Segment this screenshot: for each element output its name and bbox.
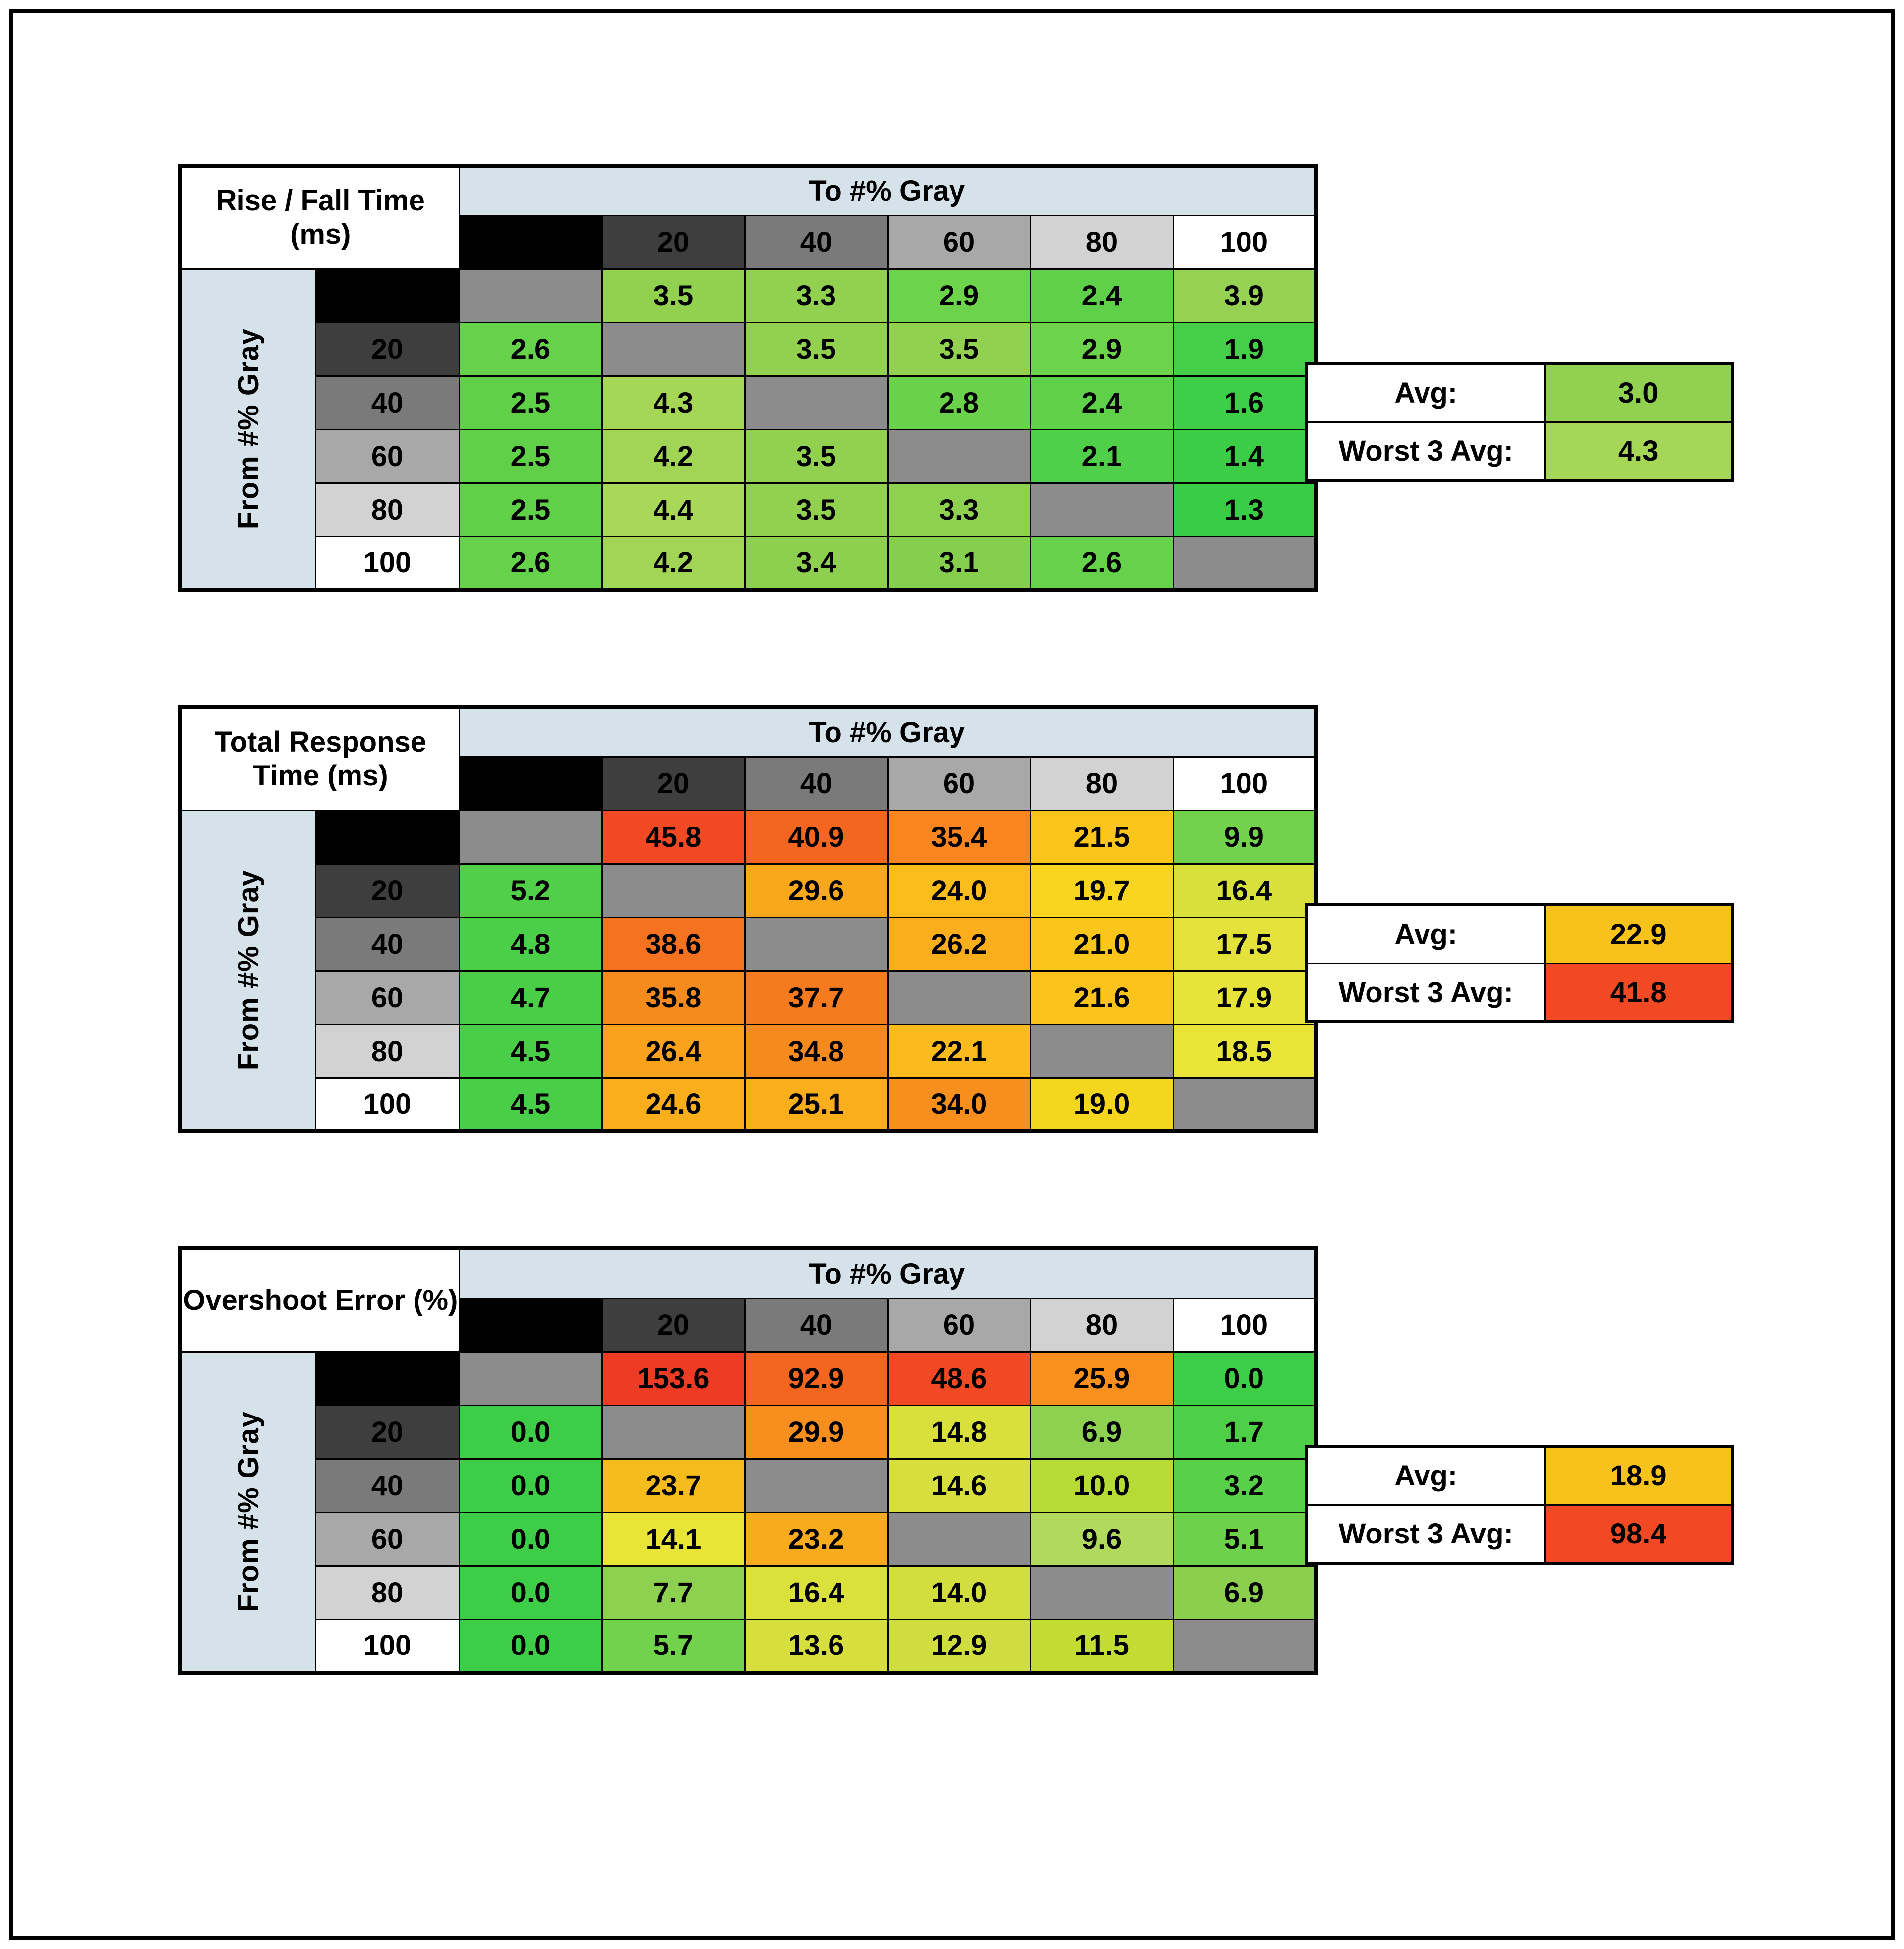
col-header-100: 100 bbox=[1173, 215, 1316, 269]
cell-60-40: 37.7 bbox=[745, 971, 888, 1024]
row-header-80: 80 bbox=[315, 1024, 459, 1078]
cell-100-40: 3.4 bbox=[745, 536, 888, 590]
cell-40-60: 14.6 bbox=[888, 1459, 1030, 1512]
heatmap-table-overshoot bbox=[178, 1246, 1318, 1675]
cell-20-100: 1.9 bbox=[1173, 322, 1316, 376]
summary-worst3-label: Worst 3 Avg: bbox=[1307, 1505, 1545, 1563]
cell-0-100: 0.0 bbox=[1173, 1352, 1316, 1405]
table-title: Rise / Fall Time (ms) bbox=[180, 166, 459, 269]
col-header-80: 80 bbox=[1030, 1298, 1173, 1352]
cell-80-80 bbox=[1030, 1024, 1173, 1078]
cell-0-20: 153.6 bbox=[602, 1352, 745, 1405]
table-row bbox=[180, 810, 1316, 864]
cell-0-0 bbox=[459, 1352, 602, 1405]
cell-40-60: 26.2 bbox=[888, 917, 1030, 971]
col-header-80: 80 bbox=[1030, 215, 1173, 269]
table-row bbox=[180, 1405, 1316, 1459]
cell-80-20: 7.7 bbox=[602, 1566, 745, 1619]
cell-60-20: 35.8 bbox=[602, 971, 745, 1024]
col-header-40: 40 bbox=[745, 215, 888, 269]
col-header-0: 0 bbox=[459, 757, 602, 810]
col-header-40: 40 bbox=[745, 757, 888, 810]
summary-avg-value: 22.9 bbox=[1545, 905, 1733, 963]
cell-0-40: 40.9 bbox=[745, 810, 888, 864]
cell-0-80: 21.5 bbox=[1030, 810, 1173, 864]
table-row bbox=[180, 971, 1316, 1024]
cell-80-40: 3.5 bbox=[745, 483, 888, 536]
cell-40-0: 0.0 bbox=[459, 1459, 602, 1512]
cell-100-60: 34.0 bbox=[888, 1078, 1030, 1131]
table-row bbox=[180, 322, 1316, 376]
row-header-0: 0 bbox=[315, 269, 459, 322]
table-row bbox=[180, 1459, 1316, 1512]
table-row bbox=[180, 1566, 1316, 1619]
heatmap-block-total-response bbox=[178, 705, 1765, 1133]
cell-0-60: 2.9 bbox=[888, 269, 1030, 322]
row-header-40: 40 bbox=[315, 376, 459, 429]
heatmap-tables-container bbox=[178, 164, 1765, 1675]
cell-0-80: 25.9 bbox=[1030, 1352, 1173, 1405]
cell-100-100 bbox=[1173, 536, 1316, 590]
cell-100-100 bbox=[1173, 1619, 1316, 1673]
table-row bbox=[180, 1078, 1316, 1131]
summary-row-avg bbox=[1307, 363, 1733, 422]
cell-60-0: 0.0 bbox=[459, 1512, 602, 1566]
row-header-100: 100 bbox=[315, 1619, 459, 1673]
cell-60-60 bbox=[888, 429, 1030, 483]
row-axis-title-label: From #% Gray bbox=[232, 1411, 265, 1612]
row-header-0: 0 bbox=[315, 810, 459, 864]
cell-20-0: 5.2 bbox=[459, 864, 602, 917]
cell-80-100: 18.5 bbox=[1173, 1024, 1316, 1078]
heatmap-block-rise-fall bbox=[178, 164, 1765, 592]
summary-avg-label: Avg: bbox=[1307, 1446, 1545, 1505]
table-title: Overshoot Error (%) bbox=[180, 1248, 459, 1352]
row-header-20: 20 bbox=[315, 1405, 459, 1459]
cell-20-20 bbox=[602, 864, 745, 917]
summary-avg-label: Avg: bbox=[1307, 363, 1545, 422]
cell-40-20: 38.6 bbox=[602, 917, 745, 971]
cell-60-40: 3.5 bbox=[745, 429, 888, 483]
table-row bbox=[180, 917, 1316, 971]
summary-row-worst3 bbox=[1307, 963, 1733, 1022]
cell-20-60: 24.0 bbox=[888, 864, 1030, 917]
row-header-20: 20 bbox=[315, 864, 459, 917]
cell-100-0: 0.0 bbox=[459, 1619, 602, 1673]
cell-100-40: 25.1 bbox=[745, 1078, 888, 1131]
cell-40-20: 4.3 bbox=[602, 376, 745, 429]
cell-80-0: 0.0 bbox=[459, 1566, 602, 1619]
table-row bbox=[180, 269, 1316, 322]
summary-worst3-value: 41.8 bbox=[1545, 963, 1733, 1022]
cell-80-0: 4.5 bbox=[459, 1024, 602, 1078]
row-header-0: 0 bbox=[315, 1352, 459, 1405]
col-header-60: 60 bbox=[888, 1298, 1030, 1352]
cell-0-60: 35.4 bbox=[888, 810, 1030, 864]
cell-40-80: 21.0 bbox=[1030, 917, 1173, 971]
summary-row-worst3 bbox=[1307, 422, 1733, 480]
summary-row-worst3 bbox=[1307, 1505, 1733, 1563]
cell-20-100: 1.7 bbox=[1173, 1405, 1316, 1459]
summary-avg-value: 18.9 bbox=[1545, 1446, 1733, 1505]
column-axis-title: To #% Gray bbox=[459, 707, 1316, 757]
cell-100-0: 2.6 bbox=[459, 536, 602, 590]
row-axis-title bbox=[180, 1352, 315, 1673]
cell-60-80: 2.1 bbox=[1030, 429, 1173, 483]
col-header-20: 20 bbox=[602, 1298, 745, 1352]
table-row bbox=[180, 536, 1316, 590]
cell-40-40 bbox=[745, 376, 888, 429]
cell-80-100: 6.9 bbox=[1173, 1566, 1316, 1619]
heatmap-block-overshoot bbox=[178, 1246, 1765, 1675]
cell-60-80: 9.6 bbox=[1030, 1512, 1173, 1566]
cell-100-20: 5.7 bbox=[602, 1619, 745, 1673]
cell-20-0: 0.0 bbox=[459, 1405, 602, 1459]
cell-20-40: 3.5 bbox=[745, 322, 888, 376]
cell-60-60 bbox=[888, 1512, 1030, 1566]
col-header-40: 40 bbox=[745, 1298, 888, 1352]
row-axis-title bbox=[180, 810, 315, 1131]
cell-40-100: 17.5 bbox=[1173, 917, 1316, 971]
column-axis-title: To #% Gray bbox=[459, 166, 1316, 215]
cell-0-20: 45.8 bbox=[602, 810, 745, 864]
cell-60-60 bbox=[888, 971, 1030, 1024]
col-header-100: 100 bbox=[1173, 1298, 1316, 1352]
cell-20-80: 6.9 bbox=[1030, 1405, 1173, 1459]
cell-100-20: 4.2 bbox=[602, 536, 745, 590]
cell-60-80: 21.6 bbox=[1030, 971, 1173, 1024]
cell-60-100: 5.1 bbox=[1173, 1512, 1316, 1566]
col-header-0: 0 bbox=[459, 215, 602, 269]
summary-box-overshoot bbox=[1305, 1445, 1734, 1565]
summary-box-total-response bbox=[1305, 903, 1734, 1023]
table-row bbox=[180, 1024, 1316, 1078]
cell-80-20: 26.4 bbox=[602, 1024, 745, 1078]
cell-100-100 bbox=[1173, 1078, 1316, 1131]
table-row bbox=[180, 483, 1316, 536]
cell-80-60: 22.1 bbox=[888, 1024, 1030, 1078]
row-header-100: 100 bbox=[315, 536, 459, 590]
cell-20-20 bbox=[602, 322, 745, 376]
row-header-100: 100 bbox=[315, 1078, 459, 1131]
cell-60-20: 4.2 bbox=[602, 429, 745, 483]
cell-20-100: 16.4 bbox=[1173, 864, 1316, 917]
col-header-20: 20 bbox=[602, 215, 745, 269]
summary-worst3-label: Worst 3 Avg: bbox=[1307, 422, 1545, 480]
cell-60-40: 23.2 bbox=[745, 1512, 888, 1566]
row-header-20: 20 bbox=[315, 322, 459, 376]
cell-40-20: 23.7 bbox=[602, 1459, 745, 1512]
cell-0-60: 48.6 bbox=[888, 1352, 1030, 1405]
cell-80-80 bbox=[1030, 1566, 1173, 1619]
cell-60-0: 4.7 bbox=[459, 971, 602, 1024]
heatmap-table-rise-fall bbox=[178, 164, 1318, 592]
cell-0-80: 2.4 bbox=[1030, 269, 1173, 322]
cell-0-40: 92.9 bbox=[745, 1352, 888, 1405]
row-header-60: 60 bbox=[315, 1512, 459, 1566]
cell-100-60: 12.9 bbox=[888, 1619, 1030, 1673]
summary-worst3-value: 98.4 bbox=[1545, 1505, 1733, 1563]
cell-20-40: 29.9 bbox=[745, 1405, 888, 1459]
summary-row-avg bbox=[1307, 1446, 1733, 1505]
cell-20-40: 29.6 bbox=[745, 864, 888, 917]
summary-worst3-value: 4.3 bbox=[1545, 422, 1733, 480]
cell-80-40: 16.4 bbox=[745, 1566, 888, 1619]
heatmap-table-total-response bbox=[178, 705, 1318, 1133]
cell-80-100: 1.3 bbox=[1173, 483, 1316, 536]
cell-60-0: 2.5 bbox=[459, 429, 602, 483]
summary-worst3-label: Worst 3 Avg: bbox=[1307, 963, 1545, 1022]
cell-40-0: 2.5 bbox=[459, 376, 602, 429]
table-row bbox=[180, 376, 1316, 429]
cell-40-40 bbox=[745, 1459, 888, 1512]
row-header-60: 60 bbox=[315, 429, 459, 483]
cell-40-60: 2.8 bbox=[888, 376, 1030, 429]
cell-40-40 bbox=[745, 917, 888, 971]
cell-20-20 bbox=[602, 1405, 745, 1459]
cell-100-80: 2.6 bbox=[1030, 536, 1173, 590]
summary-avg-label: Avg: bbox=[1307, 905, 1545, 963]
cell-0-0 bbox=[459, 269, 602, 322]
cell-0-100: 9.9 bbox=[1173, 810, 1316, 864]
column-axis-title: To #% Gray bbox=[459, 1248, 1316, 1298]
cell-80-40: 34.8 bbox=[745, 1024, 888, 1078]
summary-row-avg bbox=[1307, 905, 1733, 963]
cell-40-100: 1.6 bbox=[1173, 376, 1316, 429]
col-header-60: 60 bbox=[888, 215, 1030, 269]
summary-box-rise-fall bbox=[1305, 362, 1734, 482]
cell-40-80: 10.0 bbox=[1030, 1459, 1173, 1512]
cell-0-100: 3.9 bbox=[1173, 269, 1316, 322]
row-header-40: 40 bbox=[315, 917, 459, 971]
row-header-40: 40 bbox=[315, 1459, 459, 1512]
cell-100-0: 4.5 bbox=[459, 1078, 602, 1131]
cell-20-80: 2.9 bbox=[1030, 322, 1173, 376]
cell-20-60: 14.8 bbox=[888, 1405, 1030, 1459]
table-row bbox=[180, 1512, 1316, 1566]
cell-20-60: 3.5 bbox=[888, 322, 1030, 376]
cell-0-40: 3.3 bbox=[745, 269, 888, 322]
col-header-20: 20 bbox=[602, 757, 745, 810]
cell-80-60: 14.0 bbox=[888, 1566, 1030, 1619]
cell-80-80 bbox=[1030, 483, 1173, 536]
summary-avg-value: 3.0 bbox=[1545, 363, 1733, 422]
cell-80-20: 4.4 bbox=[602, 483, 745, 536]
cell-60-20: 14.1 bbox=[602, 1512, 745, 1566]
cell-100-20: 24.6 bbox=[602, 1078, 745, 1131]
cell-100-40: 13.6 bbox=[745, 1619, 888, 1673]
cell-20-80: 19.7 bbox=[1030, 864, 1173, 917]
cell-60-100: 1.4 bbox=[1173, 429, 1316, 483]
cell-80-0: 2.5 bbox=[459, 483, 602, 536]
table-row bbox=[180, 1352, 1316, 1405]
row-axis-title-label: From #% Gray bbox=[232, 328, 265, 530]
table-row bbox=[180, 1619, 1316, 1673]
cell-0-20: 3.5 bbox=[602, 269, 745, 322]
cell-100-80: 11.5 bbox=[1030, 1619, 1173, 1673]
cell-100-80: 19.0 bbox=[1030, 1078, 1173, 1131]
cell-100-60: 3.1 bbox=[888, 536, 1030, 590]
col-header-0: 0 bbox=[459, 1298, 602, 1352]
cell-20-0: 2.6 bbox=[459, 322, 602, 376]
row-header-80: 80 bbox=[315, 1566, 459, 1619]
table-row bbox=[180, 864, 1316, 917]
cell-40-80: 2.4 bbox=[1030, 376, 1173, 429]
col-header-100: 100 bbox=[1173, 757, 1316, 810]
table-row bbox=[180, 429, 1316, 483]
row-header-80: 80 bbox=[315, 483, 459, 536]
cell-60-100: 17.9 bbox=[1173, 971, 1316, 1024]
col-header-60: 60 bbox=[888, 757, 1030, 810]
row-header-60: 60 bbox=[315, 971, 459, 1024]
row-axis-title bbox=[180, 269, 315, 590]
col-header-80: 80 bbox=[1030, 757, 1173, 810]
table-title: Total Response Time (ms) bbox=[180, 707, 459, 810]
row-axis-title-label: From #% Gray bbox=[232, 870, 265, 1071]
cell-40-100: 3.2 bbox=[1173, 1459, 1316, 1512]
cell-80-60: 3.3 bbox=[888, 483, 1030, 536]
cell-40-0: 4.8 bbox=[459, 917, 602, 971]
cell-0-0 bbox=[459, 810, 602, 864]
